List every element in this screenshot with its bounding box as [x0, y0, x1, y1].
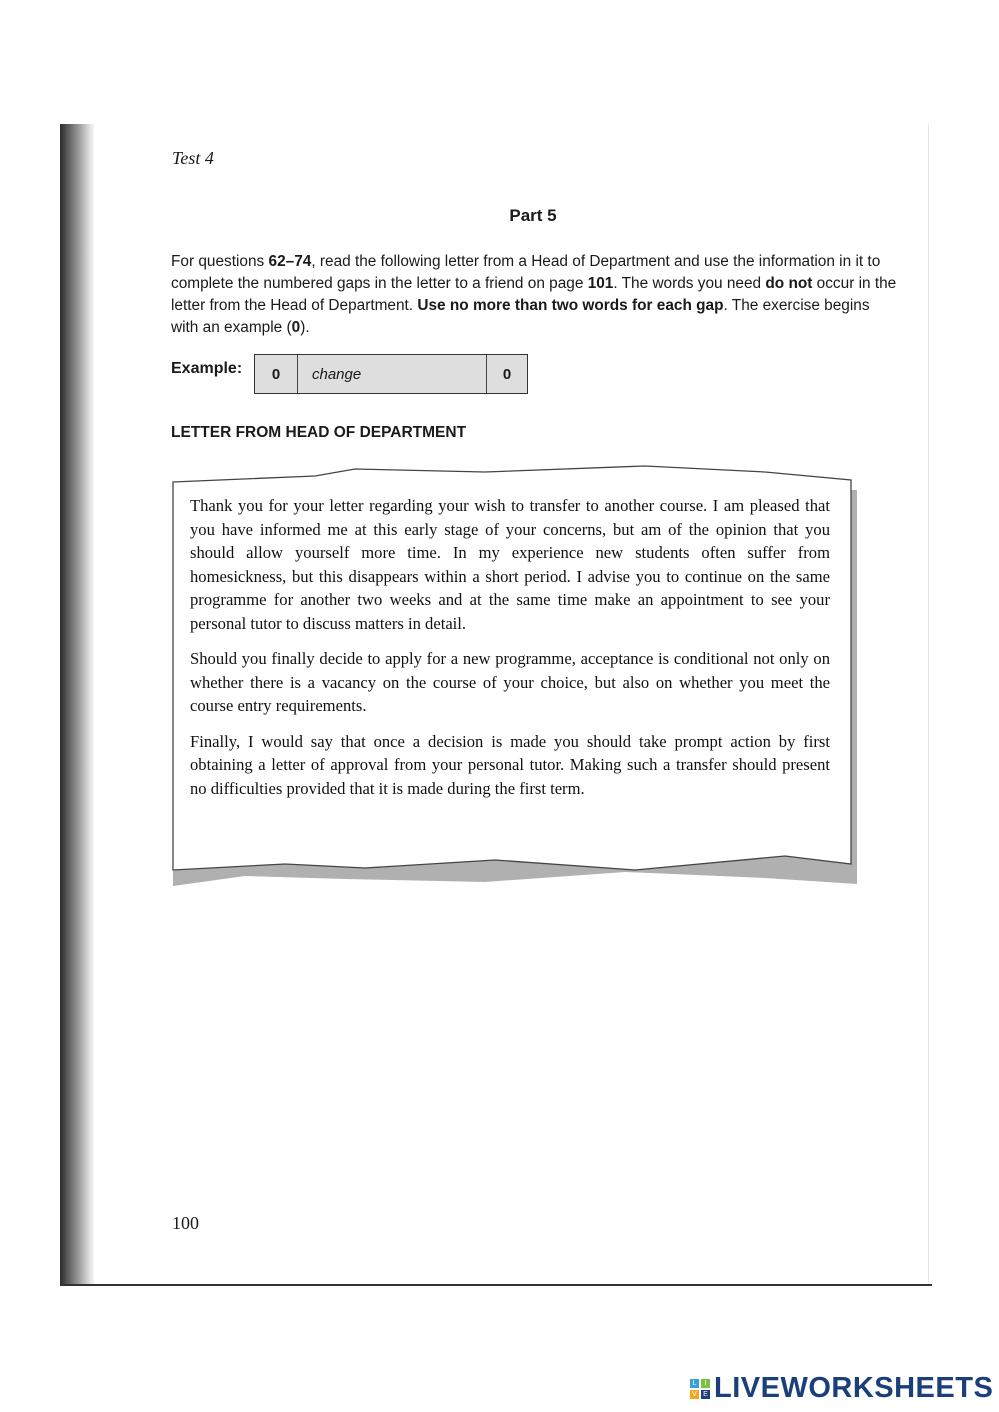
letter-paragraph: Finally, I would say that once a decision is made you should take prompt action by first obtaining a letter of approval from your personal tutor. Making such a transfer should present no difficulties provided that it is made during the first term. [190, 731, 830, 798]
page-number: 100 [172, 1213, 199, 1233]
letter-paragraph: Should you finally decide to apply for a new programme, acceptance is conditional not only on whether there is a vacancy on the course of your choice, but also on whether you meet the course entry requirements. [190, 649, 830, 715]
page-binding-shadow [60, 124, 94, 1286]
liveworksheets-brand [690, 1372, 993, 1405]
brand-name: LIVEWORKSHEETS [714, 1372, 994, 1404]
example-answer: change [298, 355, 487, 393]
section-heading: LETTER FROM HEAD OF DEPARTMENT [171, 424, 467, 441]
letter-body [190, 494, 830, 812]
page-bottom-line [60, 1284, 932, 1286]
example-answer-box [254, 354, 528, 394]
part-title: Part 5 [509, 206, 557, 225]
letter-paragraph: Thank you for your letter regarding your wish to transfer to another course. I am pleased that you have informed me at this early stage of your concerns, but am of the opinion that you should allow yourself more time. In my experience new students often suffer from homesickness, but this disappears within a short period. I advise you to continue on the same programme for another two weeks and at the same time make an appointment to see your personal tutor to discuss matters in detail. [190, 496, 830, 633]
page-right-edge [928, 124, 929, 1284]
example-answer-number: 0 [502, 365, 512, 383]
running-head: Test 4 [172, 148, 214, 168]
liveworksheets-logo-icon: L I V E [690, 1379, 710, 1399]
example-question-number: 0 [255, 355, 298, 393]
example-label: Example: [171, 360, 243, 377]
instructions: For questions 62–74, read the following letter from a Head of Department and use the information in it to complete the numbered gaps in the letter to a friend on page 101. The words you need do not occur in the letter from the Head of Department. Use no more than two words for each gap. The exercise begins with an example (0). [171, 253, 897, 336]
